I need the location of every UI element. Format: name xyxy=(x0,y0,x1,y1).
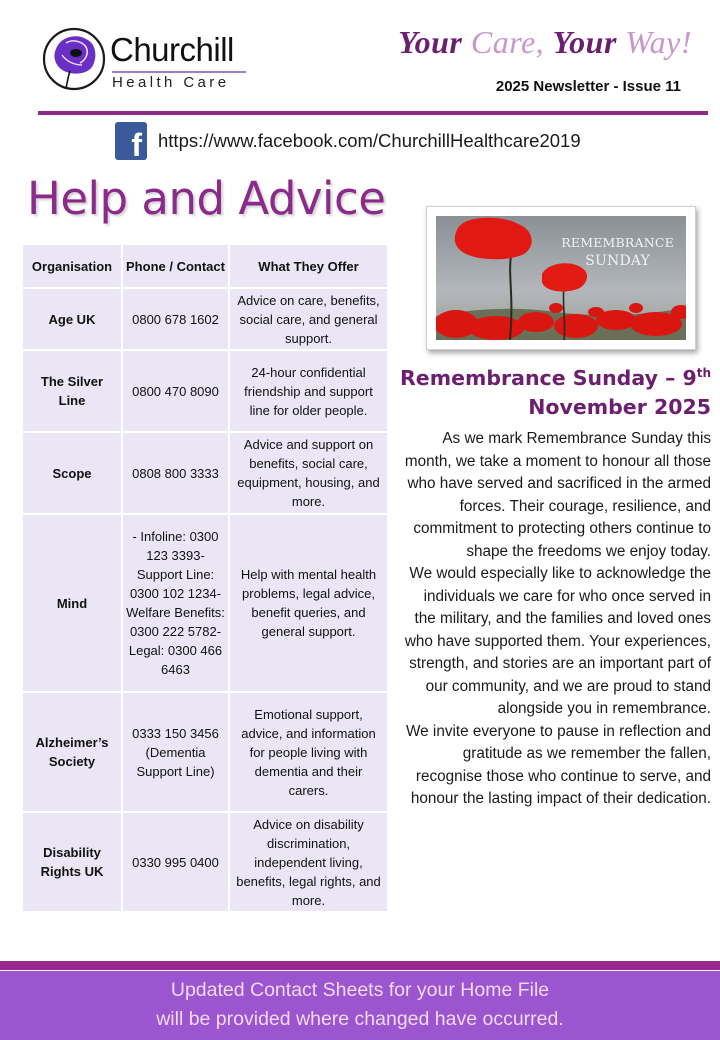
facebook-link[interactable]: https://www.facebook.com/ChurchillHealthcare2019 xyxy=(158,130,581,151)
table-row xyxy=(22,812,388,912)
article-body xyxy=(399,428,711,811)
company-logo xyxy=(42,27,272,93)
phone-cell: 0333 150 3456 (Dementia Support Line) xyxy=(122,692,229,812)
logo-subtitle: Health Care xyxy=(112,74,230,91)
footer-banner xyxy=(0,971,720,1040)
phone-cell: 0800 678 1602 xyxy=(122,288,229,350)
table-header-row xyxy=(22,244,388,288)
facebook-row xyxy=(115,122,581,160)
offer-cell: 24-hour confidential friendship and support line for older people. xyxy=(229,350,388,432)
phone-cell: 0330 995 0400 xyxy=(122,812,229,912)
article-title-end: November 2025 xyxy=(528,395,711,419)
image-caption xyxy=(561,234,674,270)
tagline-part: Your xyxy=(552,24,626,60)
column-header: Organisation xyxy=(22,244,122,288)
offer-cell: Advice on care, benefits, social care, and general support. xyxy=(229,288,388,350)
phone-cell: 0800 470 8090 xyxy=(122,350,229,432)
article-title xyxy=(391,364,711,422)
tagline-part: Your xyxy=(398,24,471,60)
org-cell: Disability Rights UK xyxy=(22,812,122,912)
article-title-sup: th xyxy=(696,366,711,381)
footer-line: Updated Contact Sheets for your Home File xyxy=(170,979,550,1001)
section-title: Help and Advice xyxy=(27,172,386,225)
tagline-part: Way! xyxy=(625,24,692,60)
image-caption-line: SUNDAY xyxy=(585,253,651,269)
column-header: What They Offer xyxy=(229,244,388,288)
article-title-main: Remembrance Sunday – 9 xyxy=(400,366,697,390)
table-row xyxy=(22,432,388,514)
org-cell: Age UK xyxy=(22,288,122,350)
logo-divider xyxy=(112,71,246,73)
phone-cell: - Infoline: 0300 123 3393- Support Line: 0300 102 1234- Welfare Benefits: 0300 222 5782- Legal: 0300 466 6463 xyxy=(122,514,229,692)
table-row xyxy=(22,692,388,812)
article-paragraph: As we mark Remembrance Sunday this month, we take a moment to honour all those who have served and sacrificed in the armed forces. Their courage, resilience, and commitment to protecting others continue to shape the freedoms we enjoy today. xyxy=(404,430,711,560)
help-table xyxy=(21,243,389,913)
header-divider xyxy=(38,111,708,115)
image-caption-line: REMEMBRANCE xyxy=(561,235,674,250)
org-cell: The Silver Line xyxy=(22,350,122,432)
offer-cell: Emotional support, advice, and information for people living with dementia and their carers. xyxy=(229,692,388,812)
tagline-part: Care, xyxy=(470,24,553,60)
poppy-logo-icon xyxy=(42,27,106,91)
remembrance-image xyxy=(436,216,686,340)
table-row xyxy=(22,514,388,692)
table-row xyxy=(22,350,388,432)
offer-cell: Help with mental health problems, legal advice, benefit queries, and general support. xyxy=(229,514,388,692)
org-cell: Scope xyxy=(22,432,122,514)
footer-line: will be provided where changed have occurred. xyxy=(156,1008,564,1030)
footer-divider xyxy=(0,961,720,970)
table-row xyxy=(22,288,388,350)
org-cell: Mind xyxy=(22,514,122,692)
issue-label: 2025 Newsletter - Issue 11 xyxy=(495,78,681,95)
facebook-icon[interactable]: f xyxy=(115,122,147,160)
article-paragraph: We would especially like to acknowledge the individuals we care for who once served in the military, and the families and loved ones who have supported them. Your experiences, strength, and stories are an important part of our community, and we are proud to stand alongside you in remembrance. xyxy=(404,565,711,717)
org-cell: Alzheimer’s Society xyxy=(22,692,122,812)
column-header: Phone / Contact xyxy=(122,244,229,288)
logo-name: Churchill xyxy=(110,31,234,68)
offer-cell: Advice on disability discrimination, independent living, benefits, legal rights, and more. xyxy=(229,812,388,912)
tagline xyxy=(300,22,692,66)
offer-cell: Advice and support on benefits, social care, equipment, housing, and more. xyxy=(229,432,388,514)
article-title-line-1 xyxy=(391,364,711,393)
remembrance-image-frame xyxy=(426,206,696,350)
phone-cell: 0808 800 3333 xyxy=(122,432,229,514)
article-paragraph: We invite everyone to pause in reflection and gratitude as we remember the fallen, recognise those who continue to serve, and honour the lasting impact of their dedication. xyxy=(406,722,711,807)
